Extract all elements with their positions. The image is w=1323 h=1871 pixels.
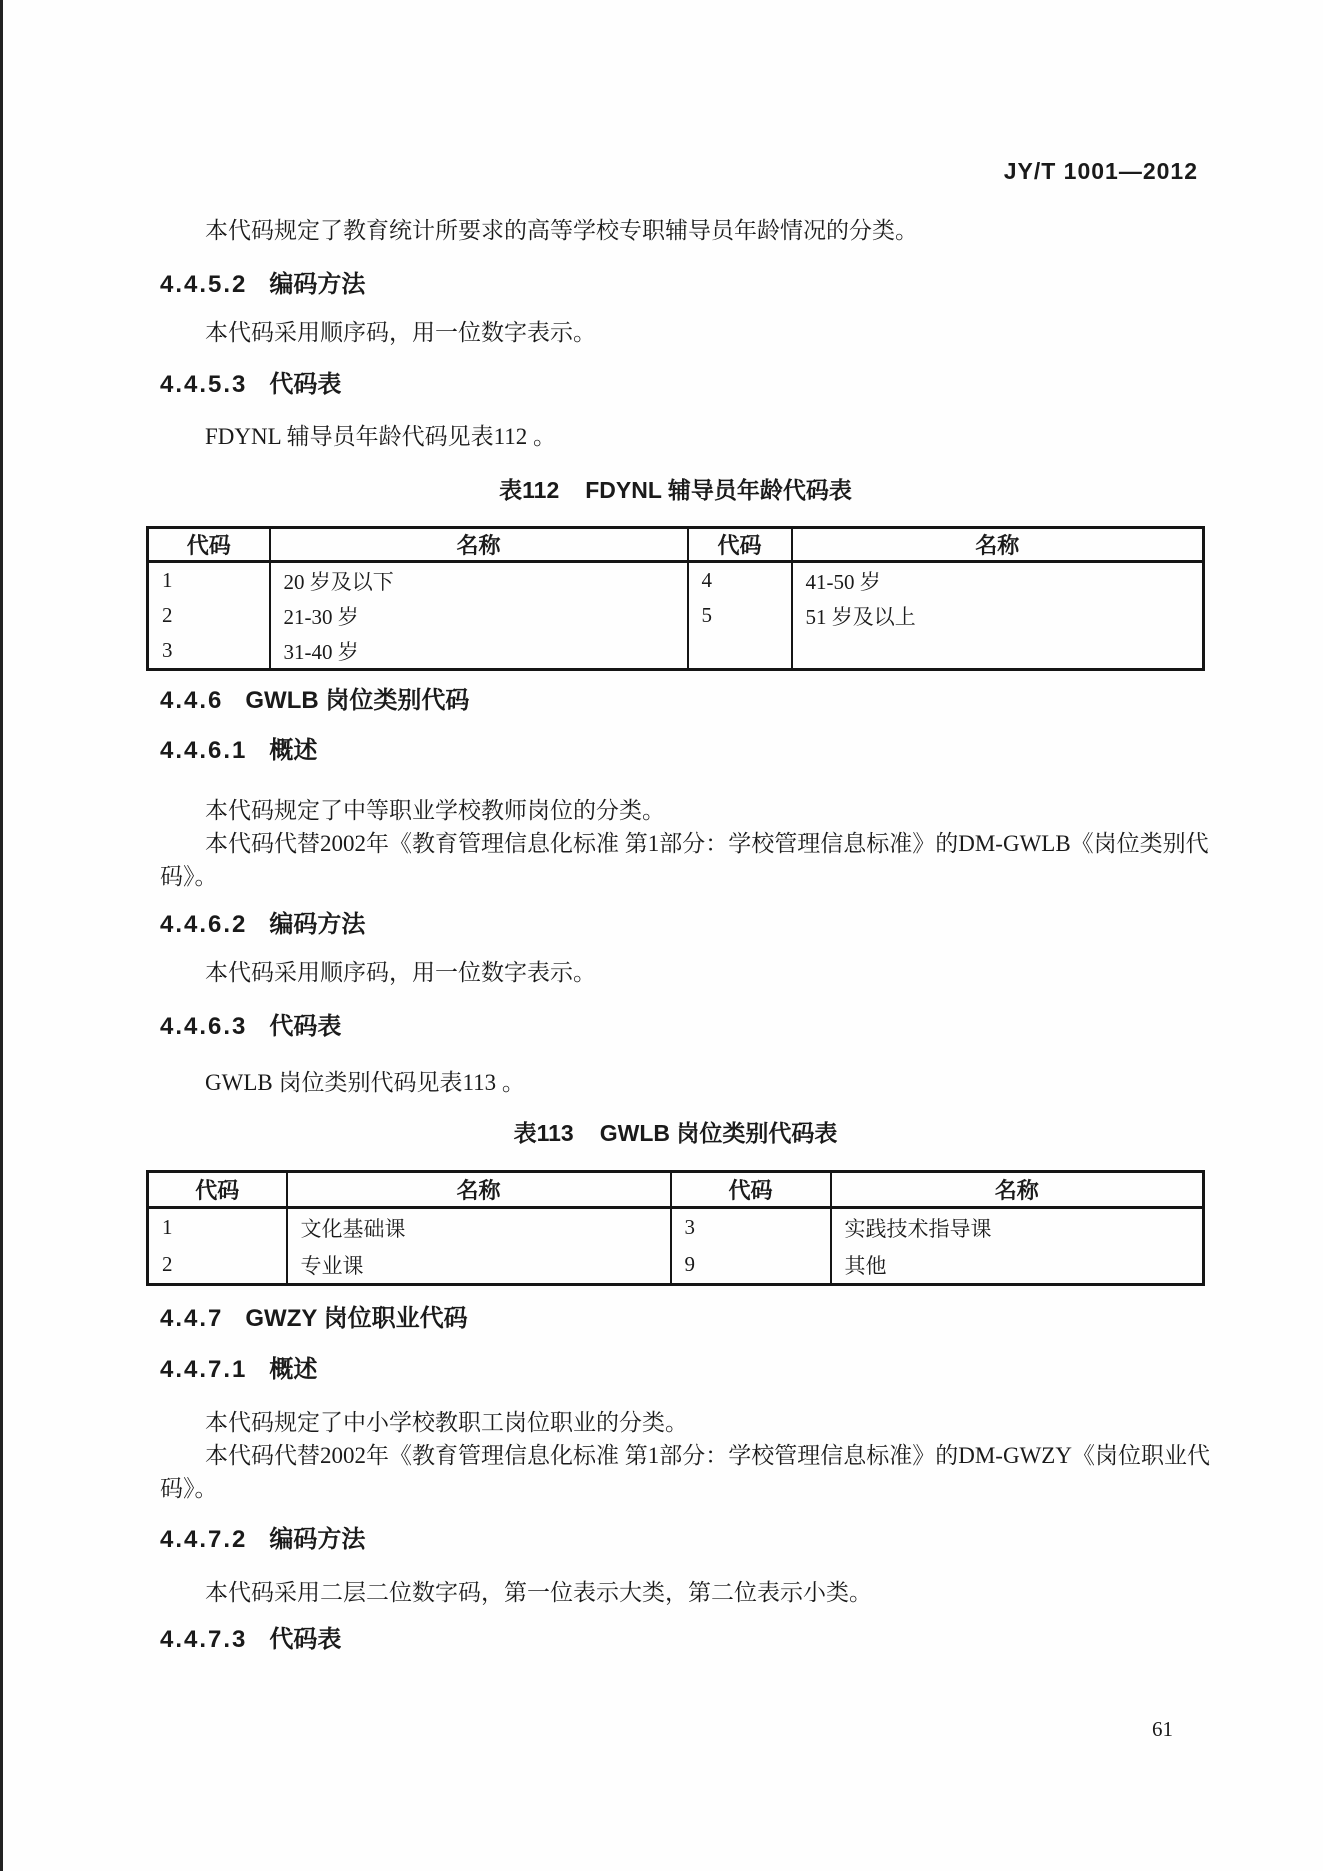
- heading-number: 4.4.6: [160, 687, 224, 714]
- heading-title: 代码表: [269, 371, 342, 398]
- heading-4-4-7: [160, 1302, 468, 1336]
- cell-code: 2: [162, 603, 173, 627]
- paragraph-line: 本代码代替2002年《教育管理信息化标准 第1部分：学校管理信息标准》的DM-GWLB《岗位类别代: [205, 831, 1209, 856]
- heading-number: 4.4.7: [160, 1305, 224, 1332]
- heading-number: 4.4.6.1: [160, 737, 248, 764]
- heading-4-4-6-3: [160, 1010, 341, 1044]
- cell-code: 5: [688, 598, 792, 633]
- cell-name: 51 岁及以上: [792, 598, 1204, 633]
- table-header-row: [148, 1172, 1204, 1208]
- heading-title: 概述: [269, 737, 318, 764]
- heading-4-4-7-2: [160, 1523, 365, 1557]
- heading-number: 4.4.6.3: [160, 1013, 248, 1040]
- column-header-name: 名称: [831, 1172, 1204, 1208]
- standard-number-header: JY/T 1001—2012: [1003, 158, 1198, 184]
- heading-number: 4.4.6.2: [160, 911, 248, 938]
- scan-edge-line: [0, 0, 3, 1871]
- cell-name: 20 岁及以下: [270, 562, 688, 599]
- paragraph-gwzy-overview: [160, 1406, 1220, 1505]
- column-header-name: 名称: [792, 528, 1204, 562]
- paragraph-seq-code-1: 本代码采用顺序码，用一位数字表示。: [205, 320, 596, 345]
- cell-name: 实践技术指导课: [831, 1208, 1204, 1247]
- paragraph-line: 本代码代替2002年《教育管理信息化标准 第1部分：学校管理信息标准》的DM-GWZY《岗位职业代: [205, 1443, 1210, 1468]
- table-112-fdynl-age-codes: [146, 526, 1205, 671]
- paragraph-line: 本代码规定了中等职业学校教师岗位的分类。: [205, 798, 665, 823]
- cell-code: [688, 633, 792, 670]
- table-caption-number: 表113: [513, 1120, 574, 1146]
- heading-4-4-7-3: [160, 1623, 341, 1657]
- heading-title: GWLB 岗位类别代码: [245, 687, 470, 714]
- table-row: [148, 633, 1204, 670]
- paragraph-fdynl-scope: 本代码规定了教育统计所要求的高等学校专职辅导员年龄情况的分类。: [205, 218, 918, 243]
- table-row: [148, 562, 1204, 599]
- cell-code: 3: [162, 638, 173, 662]
- table-caption-title: GWLB 岗位类别代码表: [599, 1120, 838, 1146]
- heading-title: 编码方法: [269, 1526, 366, 1553]
- cell-name: 41-50 岁: [792, 562, 1204, 599]
- paragraph-line: 码》。: [160, 864, 218, 889]
- heading-number: 4.4.7.1: [160, 1356, 248, 1383]
- heading-4-4-5-3: [160, 368, 341, 402]
- cell-name: 文化基础课: [287, 1208, 671, 1247]
- column-header-name: 名称: [287, 1172, 671, 1208]
- table-caption-number: 表112: [499, 477, 560, 503]
- heading-4-4-6: [160, 684, 469, 718]
- cell-code: 1: [162, 1215, 173, 1239]
- table-113-gwlb-post-category-codes: [146, 1170, 1205, 1286]
- column-header-code: 代码: [148, 528, 270, 562]
- paragraph-fdynl-ref: FDYNL 辅导员年龄代码见表112 。: [205, 424, 556, 449]
- heading-title: 编码方法: [269, 911, 366, 938]
- page-number: 61: [1152, 1717, 1173, 1741]
- heading-title: 代码表: [269, 1626, 342, 1653]
- heading-title: 代码表: [269, 1013, 342, 1040]
- column-header-name: 名称: [270, 528, 688, 562]
- table-112-caption: [146, 473, 1205, 507]
- paragraph-line: 码》。: [160, 1476, 218, 1501]
- cell-code: 4: [688, 562, 792, 599]
- column-header-code: 代码: [148, 1172, 287, 1208]
- heading-number: 4.4.7.3: [160, 1626, 248, 1653]
- column-header-code: 代码: [688, 528, 792, 562]
- table-row: [148, 598, 1204, 633]
- heading-4-4-5-2: [160, 268, 365, 302]
- column-header-code: 代码: [671, 1172, 831, 1208]
- heading-title: 概述: [269, 1356, 318, 1383]
- cell-code: 2: [162, 1252, 173, 1276]
- cell-name: 其他: [831, 1246, 1204, 1285]
- table-row: [148, 1208, 1204, 1247]
- heading-4-4-6-1: [160, 734, 317, 768]
- paragraph-two-layer-code: 本代码采用二层二位数字码，第一位表示大类，第二位表示小类。: [205, 1580, 872, 1605]
- table-113-caption: [146, 1116, 1205, 1150]
- heading-4-4-7-1: [160, 1353, 317, 1387]
- cell-name: 21-30 岁: [270, 598, 688, 633]
- heading-number: 4.4.7.2: [160, 1526, 248, 1553]
- paragraph-gwlb-ref: GWLB 岗位类别代码见表113 。: [205, 1070, 525, 1095]
- heading-4-4-6-2: [160, 908, 365, 942]
- heading-number: 4.4.5.3: [160, 371, 248, 398]
- heading-title: GWZY 岗位职业代码: [245, 1305, 468, 1332]
- cell-name: 31-40 岁: [270, 633, 688, 670]
- paragraph-gwlb-overview: [160, 794, 1220, 893]
- table-row: [148, 1246, 1204, 1285]
- cell-name: 专业课: [287, 1246, 671, 1285]
- cell-name: [792, 633, 1204, 670]
- table-header-row: [148, 528, 1204, 562]
- heading-number: 4.4.5.2: [160, 271, 248, 298]
- paragraph-seq-code-2: 本代码采用顺序码，用一位数字表示。: [205, 960, 596, 985]
- cell-code: 1: [162, 568, 173, 592]
- heading-title: 编码方法: [269, 271, 366, 298]
- cell-code: 3: [671, 1208, 831, 1247]
- table-caption-title: FDYNL 辅导员年龄代码表: [585, 477, 852, 503]
- cell-code: 9: [671, 1246, 831, 1285]
- paragraph-line: 本代码规定了中小学校教职工岗位职业的分类。: [205, 1410, 688, 1435]
